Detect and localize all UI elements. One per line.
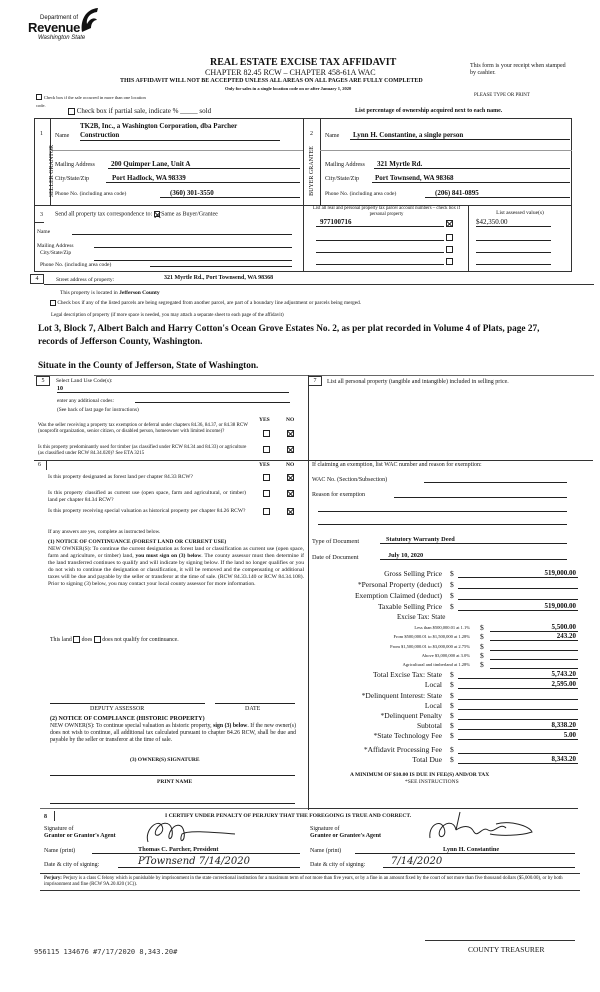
see-instructions: *SEE INSTRUCTIONS bbox=[405, 779, 459, 785]
dollar-sign: $ bbox=[480, 660, 484, 669]
assessed-value-field[interactable] bbox=[476, 244, 551, 253]
buyer-mailing-field[interactable]: 321 Myrtle Rd. bbox=[374, 160, 570, 169]
seller-phone-field[interactable]: (360) 301-3550 bbox=[160, 189, 300, 198]
grantee-sig-label-1: Signature of bbox=[310, 826, 340, 832]
grantor-date-field[interactable]: PTownsend 7/14/2020 bbox=[118, 856, 300, 868]
no-checkbox[interactable] bbox=[287, 490, 294, 497]
delinquent-interest-local-field[interactable] bbox=[458, 701, 578, 710]
if-yes-note: If any answers are yes, complete as instructed below. bbox=[48, 529, 161, 535]
located-in-county: Jefferson County bbox=[119, 290, 160, 296]
gross-selling-price-row bbox=[310, 569, 600, 579]
total-due-row bbox=[310, 755, 600, 765]
land-use-code[interactable]: 10 bbox=[57, 386, 289, 393]
same-as-buyer-label: Same as Buyer/Grantee bbox=[161, 211, 218, 218]
street-value[interactable]: 321 Myrtle Rd., Port Townsend, WA 98368 bbox=[164, 275, 274, 281]
total-excise-local-field[interactable]: 2,595.00 bbox=[458, 680, 578, 689]
exemption-claimed-deduct-label: Exemption Claimed (deduct) bbox=[354, 591, 442, 600]
reason-field-2[interactable] bbox=[318, 503, 567, 512]
excise-tier-label: Agricultural and timberland at 1.28% bbox=[402, 662, 470, 667]
grantee-signature[interactable] bbox=[420, 802, 540, 846]
excise-tier-label: From $500,000.01 to $1,500,000 at 1.28% bbox=[393, 634, 470, 639]
buyer-phone-label: Phone No. (including area code) bbox=[325, 191, 397, 197]
perjury-label: Perjury: bbox=[44, 876, 62, 881]
partial-sale-label: Check box if partial sale, indicate % _____ sold bbox=[76, 107, 212, 115]
personal-property-deduct-row bbox=[310, 580, 600, 590]
seller-name-line1: TK2B, Inc., a Washington Corporation, dba Parcher bbox=[80, 122, 238, 130]
grantee-sig-label bbox=[310, 826, 381, 840]
print-name-label: PRINT NAME bbox=[157, 779, 193, 785]
gross-selling-price-field[interactable]: 519,000.00 bbox=[458, 569, 578, 578]
parcels-header: List all real and personal property tax parcel account numbers – check box if personal property bbox=[312, 206, 461, 217]
seller-section-num: 1 bbox=[40, 131, 43, 137]
assessed-header: List assessed value(s) bbox=[496, 210, 544, 216]
this-land-row bbox=[50, 636, 179, 643]
correspondence-section-num: 3 bbox=[40, 212, 43, 218]
perjury-text: Perjury is a class C felony which is punishable by imprisonment in the state correctional institution for a maximum term of not more than five years, or by a fine in an amount fixed by the court of not more than five thousand dollars ($5,000.00), or by both imprisonment and fine (RCW 9A.20.020 (1C)). bbox=[44, 876, 563, 887]
delinquent-penalty-row bbox=[310, 711, 600, 721]
dollar-sign: $ bbox=[450, 721, 454, 730]
excise-tier-field[interactable]: 243.20 bbox=[490, 632, 578, 641]
exemption-claimed-deduct-row bbox=[310, 591, 600, 601]
taxable-selling-price-field[interactable]: 519,000.00 bbox=[458, 602, 578, 611]
legal-label: Legal description of property (if more space is needed, you may attach a separate sheet to each page of the affidavit) bbox=[51, 313, 284, 318]
land-use-label: Select Land Use Code(s): bbox=[56, 378, 113, 384]
additional-codes-field[interactable] bbox=[135, 396, 290, 403]
reason-field[interactable] bbox=[394, 489, 567, 498]
parcel-number-field[interactable] bbox=[316, 244, 444, 253]
additional-codes-label: enter any additional codes: bbox=[57, 398, 114, 404]
excise-tier-label: From $1,500,000.01 to $3,000,000 at 2.75% bbox=[390, 644, 470, 649]
parcel-row bbox=[316, 218, 566, 228]
grantor-sig-label-1: Signature of bbox=[44, 826, 74, 832]
does-qualify-checkbox[interactable] bbox=[73, 636, 80, 643]
owner-signature-line[interactable] bbox=[50, 770, 295, 776]
question-text: Was the seller receiving a property tax exemption or deferral under chapters 84.36, 84.37, or 84.38 RCW (nonprofit organization, senior citizen, or disabled person, homeowner with limited income)? bbox=[38, 423, 248, 434]
personal-property-checkbox[interactable] bbox=[446, 246, 453, 253]
deputy-assessor-label: DEPUTY ASSESSOR bbox=[90, 706, 145, 712]
total-excise-state-row bbox=[310, 670, 600, 680]
dollar-sign: $ bbox=[450, 731, 454, 740]
dollar-sign: $ bbox=[450, 701, 454, 710]
doc-date-label: Date of Document bbox=[312, 554, 359, 561]
dollar-sign: $ bbox=[450, 569, 454, 578]
segregated-checkbox[interactable] bbox=[50, 300, 56, 306]
affidavit-processing-fee-field[interactable] bbox=[458, 745, 578, 754]
deputy-assessor-signature-line[interactable] bbox=[50, 698, 205, 704]
certify-statement: I CERTIFY UNDER PENALTY OF PERJURY THAT THE FOREGOING IS TRUE AND CORRECT. bbox=[165, 813, 412, 819]
section6-no-header: NO bbox=[286, 462, 295, 468]
total-excise-state-field[interactable]: 5,743.20 bbox=[458, 670, 578, 679]
same-as-buyer-checkbox[interactable] bbox=[154, 211, 160, 217]
buyer-name-field[interactable]: Lynn H. Constantine, a single person bbox=[350, 131, 570, 140]
personal-property-label: List all personal property (tangible and intangible) included in selling price. bbox=[327, 379, 509, 385]
affidavit-processing-fee-label: *Affidavit Processing Fee bbox=[363, 745, 442, 754]
parcel-number-field[interactable] bbox=[316, 232, 444, 241]
grantee-name-label: Name (print) bbox=[310, 848, 342, 854]
minimum-note: A MINIMUM OF $10.00 IS DUE IN FEE(S) AND/OR TAX bbox=[350, 772, 490, 778]
state-technology-fee-field[interactable]: 5.00 bbox=[458, 731, 578, 740]
yes-checkbox[interactable] bbox=[263, 508, 270, 515]
correspondence-label: Send all property tax correspondence to: bbox=[55, 211, 153, 218]
notice1-title: (1) NOTICE OF CONTINUANCE (FOREST LAND OR CURRENT USE) bbox=[48, 539, 227, 545]
form-warning: THIS AFFIDAVIT WILL NOT BE ACCEPTED UNLESS ALL AREAS ON ALL PAGES ARE FULLY COMPLETED bbox=[120, 78, 423, 84]
logo-dept-of: Department of bbox=[40, 15, 79, 21]
dollar-sign: $ bbox=[450, 602, 454, 611]
notice1-body-a: NEW OWNER(S): To continue the current designation as forest land or classification as current use (open space, farm and agriculture, or timber) land, bbox=[48, 546, 304, 559]
correspondence-row bbox=[55, 211, 218, 217]
land-use-question bbox=[38, 423, 308, 441]
seller-mailing-label: Mailing Address bbox=[55, 162, 95, 168]
doc-date-field[interactable]: July 10, 2020 bbox=[380, 552, 567, 560]
located-in-row bbox=[60, 290, 160, 296]
buyer-side-label: BUYER GRANTEE bbox=[309, 146, 315, 196]
grantor-name-field[interactable]: Thomas C. Parcher, President bbox=[92, 846, 300, 854]
dollar-sign: $ bbox=[450, 591, 454, 600]
yes-checkbox[interactable] bbox=[263, 490, 270, 497]
total-due-label: Total Due bbox=[412, 755, 442, 764]
buyer-city-label: City/State/Zip bbox=[325, 176, 359, 182]
legal-description: Lot 3, Block 7, Albert Balch and Harry Cotton's Ocean Grove Estates No. 2, as per plat recorded in Volume 4 of Plats, page 27, records of Jefferson County, Washington. bbox=[38, 324, 540, 347]
subtotal-field[interactable]: 8,338.20 bbox=[458, 721, 578, 730]
total-due-field[interactable]: 8,343.20 bbox=[458, 755, 578, 764]
yes-checkbox[interactable] bbox=[263, 474, 270, 481]
receipt-note: This form is your receipt when stamped by cashier. bbox=[470, 63, 566, 76]
delinquent-interest-state-field[interactable] bbox=[458, 691, 578, 700]
dollar-sign: $ bbox=[450, 711, 454, 720]
form-only-for: Only for sales in a single location code on or after January 1, 2020 bbox=[225, 86, 352, 91]
section-8-num: 8 bbox=[44, 814, 47, 820]
excise-tier-row bbox=[310, 660, 600, 670]
this-land-label: This land bbox=[50, 636, 72, 643]
excise-tier-field[interactable] bbox=[490, 660, 578, 669]
multi-location-checkbox[interactable] bbox=[36, 94, 42, 100]
question-text: Is this property designated as forest land per chapter 84.33 RCW? bbox=[48, 474, 193, 480]
excise-tier-label: Above $3,000,000 at 3.0% bbox=[421, 653, 470, 658]
question-text: Is this property receiving special valuation as historical property per chapter 84.26 RCW? bbox=[48, 508, 246, 514]
assessed-value-field[interactable]: $42,350.00 bbox=[476, 218, 551, 227]
section-4-num: 4 bbox=[30, 274, 44, 284]
taxable-selling-price-row bbox=[310, 602, 600, 612]
delinquent-interest-local-row bbox=[310, 701, 600, 711]
located-in-label: This property is located in bbox=[60, 290, 118, 296]
corr-phone-field[interactable] bbox=[150, 258, 292, 267]
form-chapter: CHAPTER 82.45 RCW – CHAPTER 458-61A WAC bbox=[205, 68, 376, 77]
dollar-sign: $ bbox=[450, 691, 454, 700]
question-text: Is this property predominantly used for timber (as classified under RCW 84.34 and 84.33) or agriculture (as classified under RCW 84.34.020)? See ETA 3215 bbox=[38, 445, 247, 456]
dor-logo bbox=[28, 6, 108, 48]
assessed-value-field[interactable] bbox=[476, 232, 551, 241]
excise-tax-state-label: Excise Tax: State bbox=[397, 613, 446, 621]
dollar-sign: $ bbox=[480, 651, 484, 660]
doc-type-field[interactable]: Statutory Warranty Deed bbox=[380, 536, 567, 544]
gross-selling-price-label: Gross Selling Price bbox=[384, 569, 442, 578]
reason-label: Reason for exemption bbox=[312, 492, 365, 498]
please-type: PLEASE TYPE OR PRINT bbox=[474, 93, 530, 98]
corr-mailing-label: Mailing Address bbox=[37, 243, 74, 249]
seller-mailing-field[interactable]: 200 Quimper Lane, Unit A bbox=[108, 160, 300, 169]
parcel-number-field[interactable] bbox=[316, 256, 444, 265]
excise-tier-field[interactable] bbox=[490, 651, 578, 660]
partial-sale-row bbox=[68, 107, 211, 115]
excise-tier-row bbox=[310, 632, 600, 642]
does-not-qualify-checkbox[interactable] bbox=[94, 636, 101, 643]
grantee-date-field[interactable]: 7/14/2020 bbox=[383, 856, 575, 868]
seller-name-label: Name bbox=[55, 133, 70, 139]
assessed-value-field[interactable] bbox=[476, 256, 551, 265]
section-6-num: 6 bbox=[38, 462, 41, 468]
excise-tier-label: Less than $500,000.01 at 1.1% bbox=[414, 625, 470, 630]
doc-type-label: Type of Document bbox=[312, 538, 360, 545]
assessor-date-label: DATE bbox=[245, 706, 261, 712]
delinquent-penalty-field[interactable] bbox=[458, 711, 578, 720]
personal-property-deduct-field[interactable] bbox=[458, 580, 578, 589]
corr-city-label: City/State/Zip bbox=[40, 250, 72, 256]
exemption-label: If claiming an exemption, list WAC number and reason for exemption: bbox=[312, 462, 482, 468]
reason-field-3[interactable] bbox=[318, 516, 567, 525]
seller-name-field[interactable] bbox=[80, 122, 280, 141]
dollar-sign: $ bbox=[450, 680, 454, 689]
grantee-sig-label-2: Grantee or Grantee's Agent bbox=[310, 833, 382, 839]
buyer-mailing-label: Mailing Address bbox=[325, 162, 365, 168]
owner-signature-label: (3) OWNER(S) SIGNATURE bbox=[130, 757, 200, 763]
logo-washington-state: Washington State bbox=[38, 35, 86, 41]
state-technology-fee-row bbox=[310, 731, 600, 741]
buyer-phone-field[interactable]: (206) 841-0895 bbox=[425, 189, 570, 198]
dor-swirl-logo-icon bbox=[78, 6, 100, 34]
section-7-num: 7 bbox=[308, 376, 322, 386]
grantee-date-label: Date & city of signing: bbox=[310, 862, 366, 868]
buyer-section-num: 2 bbox=[310, 131, 313, 137]
receipt-stamp: 956115 134676 #7/17/2020 8,343.20# bbox=[34, 948, 178, 956]
notice2-body-a: NEW OWNER(S): To continue special valuation as historic property, bbox=[50, 723, 212, 729]
grantor-sig-label-2: Grantor or Grantor's Agent bbox=[44, 833, 116, 839]
grantor-signature[interactable] bbox=[140, 812, 240, 848]
parcel-number-field[interactable]: 977100716 bbox=[316, 218, 444, 227]
section6-question bbox=[48, 490, 308, 506]
exemption-claimed-deduct-field[interactable] bbox=[458, 591, 578, 600]
dollar-sign: $ bbox=[450, 745, 454, 754]
dollar-sign: $ bbox=[450, 580, 454, 589]
grantee-name-field[interactable]: Lynn H. Constantine bbox=[355, 846, 575, 854]
total-excise-local-row bbox=[310, 680, 600, 690]
grantor-date-label: Date & city of signing: bbox=[44, 862, 100, 868]
section6-question bbox=[48, 508, 308, 524]
county-treasurer-label: COUNTY TREASURER bbox=[468, 945, 545, 954]
seller-side-label: SELLER GRANTOR bbox=[49, 144, 55, 198]
excise-tier-field[interactable]: 5,500.00 bbox=[490, 623, 578, 632]
taxable-selling-price-label: Taxable Selling Price bbox=[377, 602, 442, 611]
ownership-note: List percentage of ownership acquired next to each name. bbox=[355, 108, 503, 114]
dollar-sign: $ bbox=[480, 623, 484, 632]
parcel-row bbox=[316, 244, 566, 254]
delinquent-penalty-label: *Delinquent Penalty bbox=[380, 711, 442, 720]
section5-yes-header: YES bbox=[259, 417, 270, 423]
assessor-date-line[interactable] bbox=[215, 698, 295, 704]
dollar-sign: $ bbox=[480, 642, 484, 651]
personal-property-deduct-label: *Personal Property (deduct) bbox=[357, 580, 442, 589]
no-checkbox[interactable] bbox=[287, 430, 294, 437]
corr-name-label: Name bbox=[37, 229, 51, 235]
seller-phone-label: Phone No. (including area code) bbox=[55, 191, 127, 197]
does-label: does bbox=[81, 636, 93, 643]
notice1-bold: you must sign on (3) below bbox=[135, 553, 202, 559]
buyer-city-field[interactable]: Port Townsend, WA 98368 bbox=[372, 174, 570, 183]
section6-question bbox=[48, 474, 308, 490]
notice1-body-b: . The county assessor must then determine if the land transferred continues to qualify and will indicate by signing below. If the land no longer qualifies or you do not wish to continue the designation or classification, it will be removed and the compensating or additional taxes will be due and payable by the seller or transferor at the time of sale. (RCW 84.33.140 or RCW 84.34.108). Prior to signing (3) below, you may contact your local county assessor for more information. bbox=[48, 553, 304, 587]
multi-location-label: Check box if the sale occurred in more than one location code. bbox=[36, 95, 146, 108]
section5-no-header: NO bbox=[286, 417, 295, 423]
total-excise-local-label: Local bbox=[424, 680, 442, 689]
parcel-row bbox=[316, 256, 566, 266]
perjury-notice bbox=[44, 876, 578, 888]
street-label: Street address of property: bbox=[56, 277, 115, 283]
subtotal-label: Subtotal bbox=[416, 721, 442, 730]
print-name-line[interactable] bbox=[50, 800, 295, 804]
buyer-name-label: Name bbox=[325, 133, 340, 139]
no-checkbox[interactable] bbox=[287, 474, 294, 481]
partial-sale-checkbox[interactable] bbox=[68, 108, 75, 115]
personal-property-checkbox[interactable] bbox=[446, 234, 453, 241]
does-not-label: does not qualify for continuance. bbox=[102, 636, 179, 643]
personal-property-checkbox[interactable] bbox=[446, 258, 453, 265]
wac-label: WAC No. (Section/Subsection) bbox=[312, 477, 388, 483]
total-excise-state-label: Total Excise Tax: State bbox=[372, 670, 442, 679]
seller-city-field[interactable]: Port Hadlock, WA 98339 bbox=[106, 174, 300, 183]
seller-city-label: City/State/Zip bbox=[55, 176, 89, 182]
state-technology-fee-label: *State Technology Fee bbox=[373, 731, 442, 740]
delinquent-interest-state-row bbox=[310, 691, 600, 701]
grantor-name-label: Name (print) bbox=[44, 848, 76, 854]
subtotal-row bbox=[310, 721, 600, 731]
corr-mailing-field[interactable] bbox=[94, 239, 292, 248]
question-text: Is this property classified as current use (open space, farm and agricultural, or timber) land per chapter 84.34 RCW? bbox=[48, 490, 246, 503]
notice1-body bbox=[48, 546, 304, 588]
yes-checkbox[interactable] bbox=[263, 446, 270, 453]
notice2-body-b: . If the new owner(s) does not wish to continue, all additional tax calculated pursuant to chapter 84.26 RCW, shall be due and payable by the seller or transferor at the time of sale. bbox=[50, 723, 296, 743]
notice2-title: (2) NOTICE OF COMPLIANCE (HISTORIC PROPERTY) bbox=[50, 716, 205, 722]
form-title: REAL ESTATE EXCISE TAX AFFIDAVIT bbox=[210, 57, 397, 68]
delinquent-interest-local-label: Local bbox=[424, 701, 442, 710]
situate-text: Situate in the County of Jefferson, State of Washington. bbox=[38, 361, 259, 371]
segregated-row bbox=[50, 300, 361, 306]
segregated-label: Check box if any of the listed parcels are being segregated from another parcel, are part of a boundary line adjustment or parcels being merged. bbox=[57, 300, 362, 307]
yes-checkbox[interactable] bbox=[263, 430, 270, 437]
corr-phone-label: Phone No. (including area code) bbox=[40, 262, 112, 268]
section-5-num: 5 bbox=[36, 376, 50, 386]
dollar-sign: $ bbox=[450, 670, 454, 679]
notice2-body bbox=[50, 723, 296, 744]
land-use-instructions: (See back of last page for instructions) bbox=[57, 407, 139, 413]
section6-yes-header: YES bbox=[259, 462, 270, 468]
wac-field[interactable] bbox=[424, 474, 567, 483]
dollar-sign: $ bbox=[450, 755, 454, 764]
parcel-row bbox=[316, 232, 566, 242]
no-checkbox[interactable] bbox=[287, 446, 294, 453]
delinquent-interest-state-label: *Delinquent Interest: State bbox=[361, 691, 442, 700]
personal-property-checkbox[interactable] bbox=[446, 220, 453, 227]
notice2-bold: sign (3) below bbox=[213, 723, 248, 729]
excise-tier-field[interactable] bbox=[490, 642, 578, 651]
logo-revenue: Revenue bbox=[28, 20, 81, 35]
affidavit-processing-fee-row bbox=[310, 745, 600, 755]
seller-name-line2: Construction bbox=[80, 131, 280, 141]
grantor-sig-label bbox=[44, 826, 116, 840]
dollar-sign: $ bbox=[480, 632, 484, 641]
corr-name-field[interactable] bbox=[72, 226, 292, 235]
no-checkbox[interactable] bbox=[287, 508, 294, 515]
